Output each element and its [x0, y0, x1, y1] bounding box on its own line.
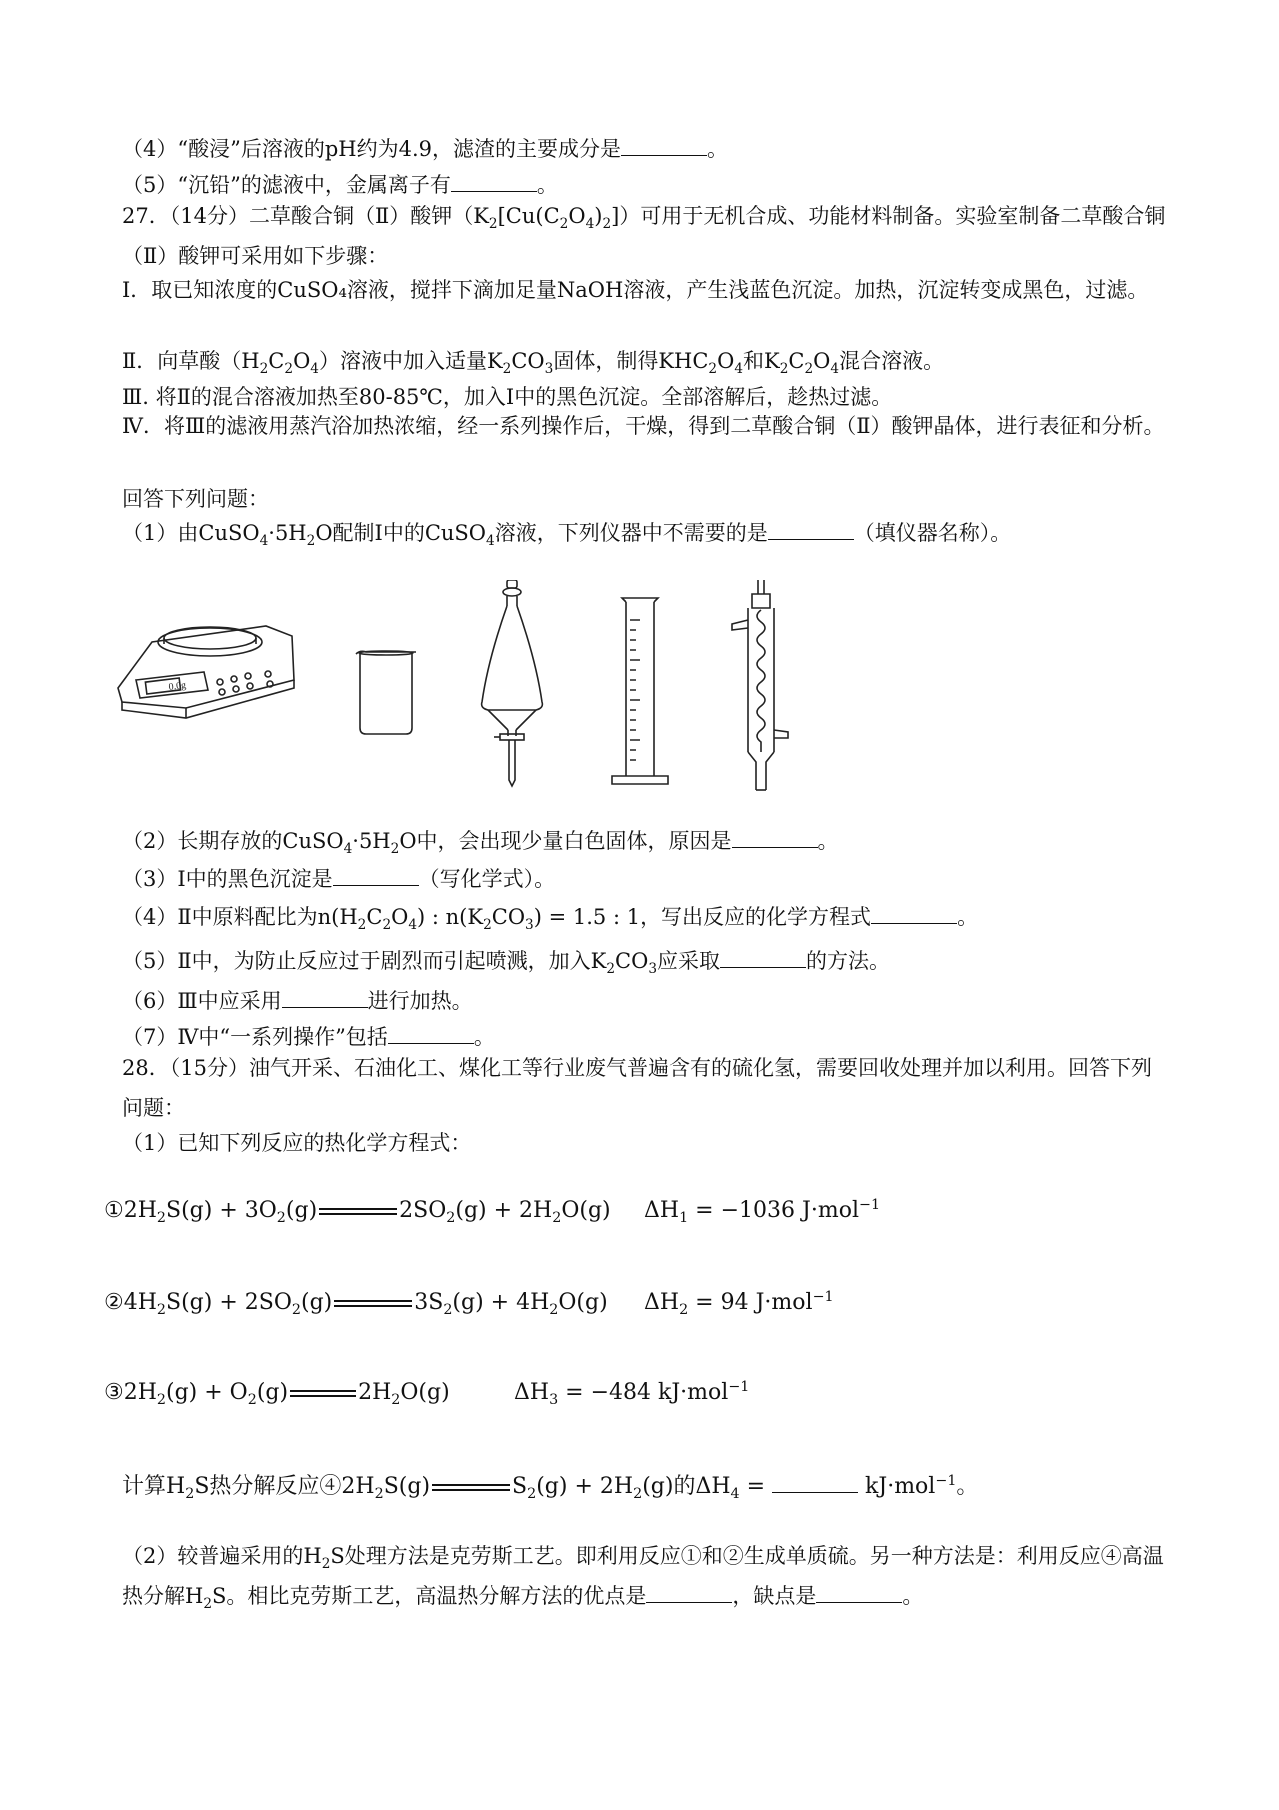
- q27-header: 27．（14分）二草酸合铜（Ⅱ）酸钾$(K_2[Cu(C_2O_4)_2])$可用于无机合成、功能材料制备。实验室制备二草酸合铜（Ⅱ）酸钾可采用如下步骤：: [122, 204, 1166, 268]
- q26-part5: （5）“沉铅”的滤液中，金属离子有 。: [122, 173, 558, 197]
- q27-step1: Ⅰ．取已知浓度的CuSO₄溶液，搅拌下滴加足量NaOH溶液，产生浅蓝色沉淀。加热，沉淀转变成黑色，过滤。: [122, 278, 1149, 302]
- answer-blank[interactable]: [816, 1584, 902, 1603]
- q28-calc: 计算$H_2S$热分解反应$④2H_2S(g) S_2(g) + 2H_2(g)$的$\Delta H_4 = kJ\cdot mol^{-1}$。: [122, 1473, 979, 1502]
- q28-sub2: （2）较普遍采用的$H_2S$处理方法是克劳斯工艺。即利用反应①和②生成单质硫。另一种方法是：利用反应④高温热分解$H_2S$。相比克劳斯工艺，高温热分解方法的优点是 ，缺点是 。: [122, 1544, 1164, 1612]
- answer-blank[interactable]: [772, 1474, 858, 1493]
- answer-blank[interactable]: [732, 829, 818, 848]
- q27-sub3: （3）Ⅰ中的黑色沉淀是 （写化学式）。: [122, 867, 556, 891]
- answer-blank[interactable]: [621, 137, 707, 156]
- q28-header: 28．（15分）油气开采、石油化工、煤化工等行业废气普遍含有的硫化氢，需要回收处理并加以利用。回答下列问题：: [122, 1056, 1152, 1120]
- graduated-cylinder-icon: [612, 598, 668, 784]
- q26-part4: （4）“酸浸”后溶液的pH约为4.9，滤渣的主要成分是 。: [122, 137, 728, 161]
- answer-blank[interactable]: [646, 1584, 732, 1603]
- electronic-balance-icon: [118, 626, 294, 718]
- answer-blank[interactable]: [720, 949, 806, 968]
- equation-2: $②4H_2S(g) + 2SO_2(g) 3S_2(g) + 4H_2O(g)$ $\Delta H_2 = 94$ J·mol$^{-1}$: [104, 1289, 834, 1318]
- balance-display-text: 0.0g: [168, 679, 187, 693]
- answer-blank[interactable]: [333, 867, 419, 886]
- q27-sub4: （4）Ⅱ中原料配比为$n(H_2C_2O_4)$ : $n(K_2CO_3) = 1.5$ : 1，写出反应的化学方程式 。: [122, 905, 979, 933]
- answer-blank[interactable]: [871, 905, 957, 924]
- q27-step2: Ⅱ．向草酸$(H_2C_2O_4)$溶液中加入适量$K_2CO_3$固体，制得$KHC_2O_4$和$K_2C_2O_4$混合溶液。: [122, 349, 945, 377]
- instruments-figure: [116, 580, 836, 820]
- answer-blank[interactable]: [768, 521, 854, 540]
- q28-sub1: （1）已知下列反应的热化学方程式：: [122, 1131, 472, 1155]
- answer-blank[interactable]: [451, 173, 537, 192]
- q27-sub7: （7）Ⅳ中“一系列操作”包括 。: [122, 1025, 495, 1049]
- answer-blank[interactable]: [388, 1025, 474, 1044]
- q27-sub6: （6）Ⅲ中应采用 进行加热。: [122, 989, 473, 1013]
- condenser-icon: [732, 580, 788, 790]
- equation-3: $③2H_2(g) + O_2(g)$ $2H_2O(g)$ $\Delta H_3 = -484$ kJ·mol$^{-1}$: [104, 1379, 750, 1408]
- separatory-funnel-icon: [482, 580, 543, 786]
- q27-sub1: （1）由$CuSO_4\cdot 5H_2O$配制Ⅰ中的CuSO$_4$溶液，下列仪器中不需要的是 （填仪器名称）。: [122, 521, 1012, 549]
- equation-1: $①2H_2S(g) + 3O_2(g) 2SO_2(g) + 2H_2O(g)$ $\Delta H_1 = -1036$ J·mol$^{-1}$: [104, 1197, 881, 1226]
- beaker-icon: [356, 651, 416, 734]
- q27-step3: Ⅲ. 将Ⅱ的混合溶液加热至80-85℃，加入Ⅰ中的黑色沉淀。全部溶解后，趁热过滤。: [122, 385, 893, 409]
- q27-sub2: （2）长期存放的$CuSO_4\cdot 5H_2O$中，会出现少量白色固体，原因是 。: [122, 829, 839, 857]
- answer-blank[interactable]: [282, 989, 368, 1008]
- q27-sub5: （5）Ⅱ中，为防止反应过于剧烈而引起喷溅，加入$K_2CO_3$应采取 的方法。: [122, 949, 891, 977]
- q27-answer-intro: 回答下列问题：: [122, 487, 269, 511]
- q27-step4: Ⅳ．将Ⅲ的滤液用蒸汽浴加热浓缩，经一系列操作后，干燥，得到二草酸合铜（Ⅱ）酸钾晶体，进行表征和分析。: [122, 414, 1165, 438]
